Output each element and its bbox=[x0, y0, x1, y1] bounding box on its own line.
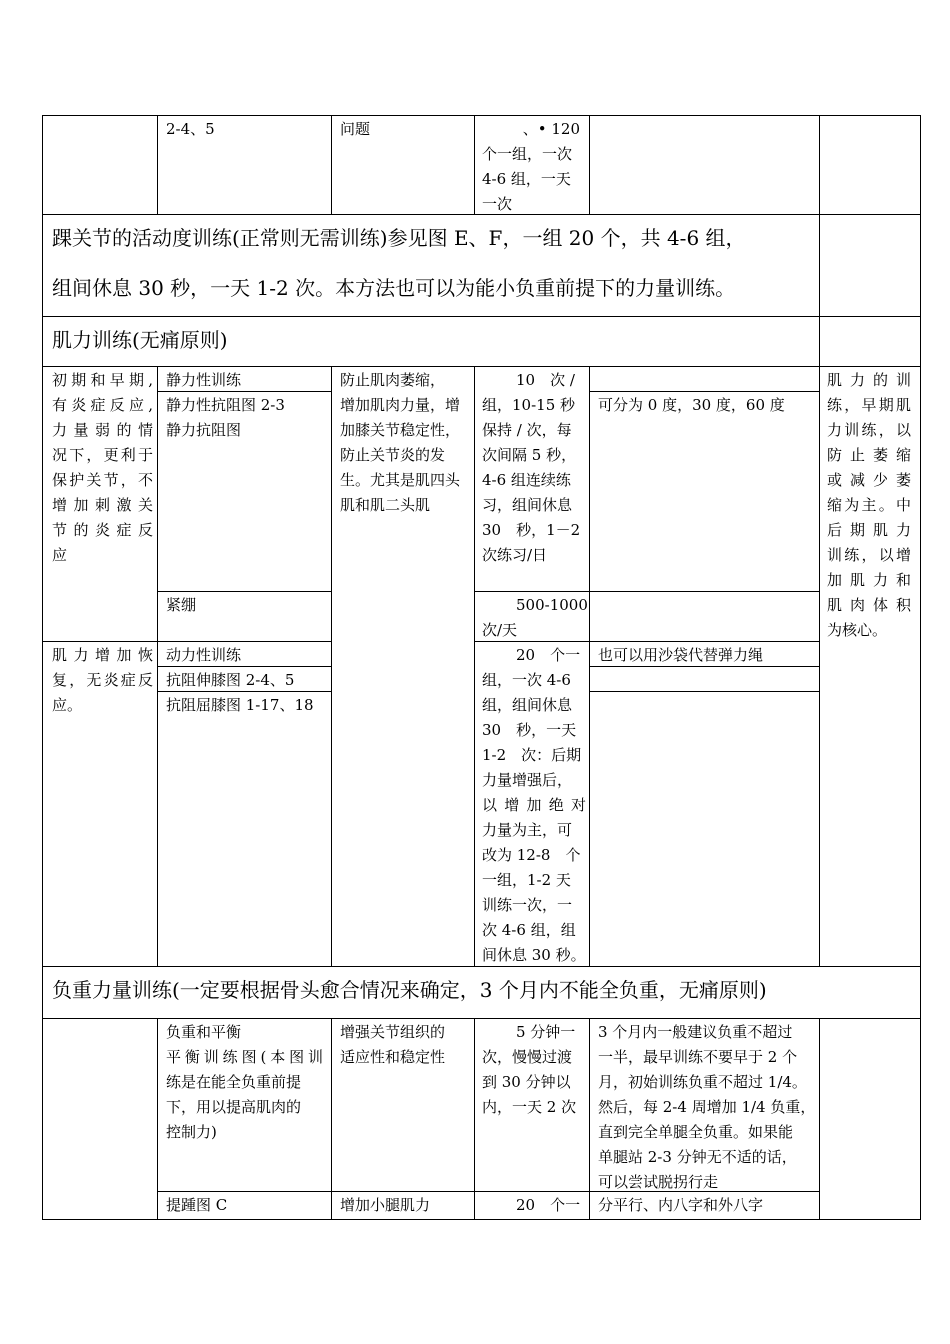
table-rule bbox=[474, 1018, 475, 1220]
table-rule bbox=[589, 391, 819, 392]
static-item: 静力抗阻图 bbox=[166, 421, 242, 439]
table-rule bbox=[42, 641, 331, 642]
document-page: 2-4、5 问题 、• 120 个一组，一次 4-6 组，一天 一次 踝关节的活动度训练(正常则无需训练)参见图 E、F，一组 20 个，共 4-6 组， 组间休息 30 秒，一天 1-2 次。本方法也可以为能小负重前提下的力量训练。 肌力训练(无痛原则) 初期和早期, 有炎症反应, 力量弱的情 况下，更利于 保护关节，不 增加刺激关 节的炎症反 应 静力性训练 静力性抗阻图 2-3 静力抗阻图 防止肌肉萎缩， 增加肌肉力量，增 加膝关节稳定性， 防止关节炎的发 生。尤其是肌四头 肌和肌二头肌 10 次 / 组，10-15 秒 保持 / 次，每 次间隔 5 秒， 4-6 组连续练 习，组间休息 30 秒，1－2 次练习/日 可分为 0 度，30 度，60 度 紧绷 500-1000 次/天 肌 力 的 训 练，早期肌 力训练，以 防 止 萎 缩 或 减 少 萎 缩为主。中 后 期 肌 力 训练，以增 加 肌 力 和 肌 肉 体 积 为核心。 肌力增加恢 复，无炎症反 应。 动力性训练 抗阻伸膝图 2-4、5 抗阻屈膝图 1-17、18 20 个一 组，一次 4-6 组，组间休息 30 秒，一天 1-2 次：后期 力量增强后， 以增加绝对 力量为主，可 改为 12-8 个 一组，1-2 天 训练一次，一 次 4-6 组，组 间休息 30 秒。 也可以用沙袋代替弹力绳 负重力量训练(一定要根据骨头愈合情况来确定，3 个月内不能全负重，无痛原则) 负重和平衡 平衡训练图(本图训 练是在能全负重前提 下，用以提高肌肉的 控制力) 增强关节组织的 适应性和稳定性 5 分钟一 次，慢慢过渡 到 30 分钟以 内，一天 2 次 3 个月内一般建议负重不超过 一半，最早训练不要早于 2 个 月，初始训练负重不超过 1/4。 然后，每 2-4 周增加 1/4 负重， 直到完全单腿全负重。如果能 单腿站 2-3 分钟无不适的话， 可以尝试脱拐行走 提踵图 C 增加小腿肌力 20 个一 分平行、内八字和外八字 bbox=[0, 0, 950, 1344]
heel-raise-dose: 20 个一 bbox=[516, 1196, 581, 1214]
table-rule bbox=[589, 691, 819, 692]
table-rule bbox=[331, 366, 332, 967]
tighten-dose: 500-1000 bbox=[516, 596, 588, 614]
ankle-training-line-1: 踝关节的活动度训练(正常则无需训练)参见图 E、F，一组 20 个，共 4-6 组， bbox=[52, 226, 746, 250]
table-rule bbox=[42, 366, 921, 367]
static-training-title: 静力性训练 bbox=[166, 371, 242, 389]
dynamic-training-title: 动力性训练 bbox=[166, 646, 242, 664]
angle-note: 可分为 0 度，30 度，60 度 bbox=[598, 396, 785, 414]
ankle-training-line-2: 组间休息 30 秒，一天 1-2 次。本方法也可以为能小负重前提下的力量训练。 bbox=[52, 276, 736, 300]
table-rule bbox=[42, 115, 43, 1220]
heel-raise-item: 提踵图 C bbox=[166, 1196, 228, 1214]
table-rule bbox=[589, 366, 590, 967]
table-rule bbox=[42, 316, 921, 317]
sandbag-note: 也可以用沙袋代替弹力绳 bbox=[598, 646, 764, 664]
table-rule bbox=[819, 1018, 820, 1220]
row0-purpose: 问题 bbox=[340, 120, 371, 138]
static-item: 静力性抗阻图 2-3 bbox=[166, 396, 285, 414]
table-rule bbox=[42, 1219, 921, 1220]
table-rule bbox=[920, 115, 921, 1220]
table-rule bbox=[474, 591, 819, 592]
row0-exercise-ref: 2-4、5 bbox=[166, 120, 215, 138]
table-rule bbox=[42, 115, 921, 116]
table-rule bbox=[589, 115, 590, 215]
table-rule bbox=[331, 115, 332, 215]
table-rule bbox=[157, 115, 158, 215]
table-rule bbox=[42, 1018, 921, 1019]
table-rule bbox=[474, 115, 475, 215]
heel-raise-note: 分平行、内八字和外八字 bbox=[598, 1196, 764, 1214]
table-rule bbox=[157, 366, 158, 967]
tighten-dose: 次/天 bbox=[482, 621, 518, 639]
knee-flexion-item: 抗阻屈膝图 1-17、18 bbox=[166, 696, 314, 714]
table-rule bbox=[474, 366, 475, 967]
strength-training-header: 肌力训练(无痛原则) bbox=[52, 328, 228, 352]
table-rule bbox=[819, 115, 820, 967]
weight-bearing-header: 负重力量训练(一定要根据骨头愈合情况来确定，3 个月内不能全负重，无痛原则) bbox=[52, 978, 767, 1002]
knee-extension-item: 抗阻伸膝图 2-4、5 bbox=[166, 671, 295, 689]
table-rule bbox=[157, 591, 331, 592]
tighten-item: 紧绷 bbox=[166, 596, 197, 614]
table-rule bbox=[331, 1018, 332, 1220]
heel-raise-purpose: 增加小腿肌力 bbox=[340, 1196, 431, 1214]
table-rule bbox=[589, 1018, 590, 1220]
table-rule bbox=[157, 1018, 158, 1220]
